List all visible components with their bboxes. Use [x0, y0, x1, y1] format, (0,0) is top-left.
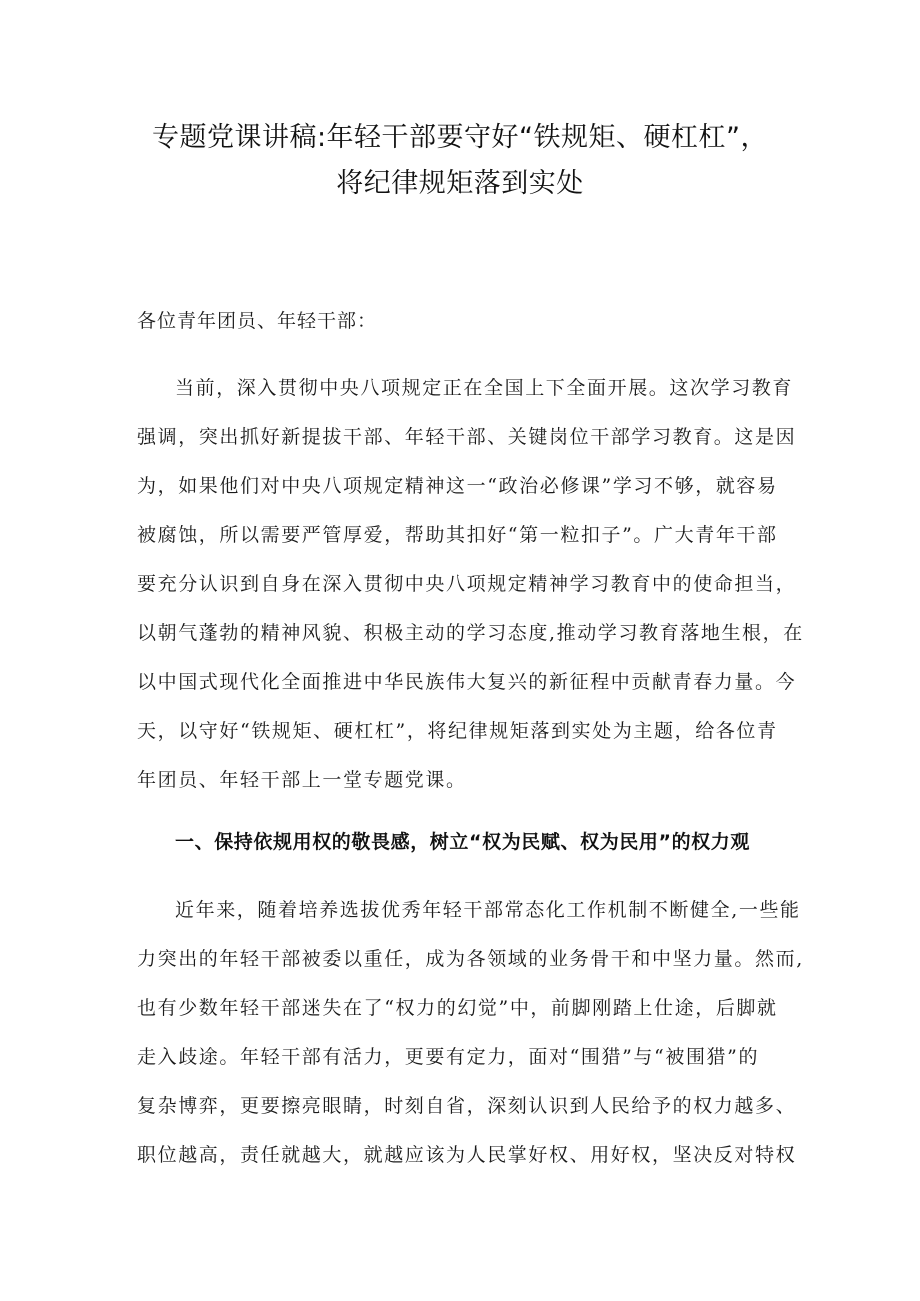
- paragraph-line: 近年来，随着培养选拔优秀年轻干部常态化工作机制不断健全,一些能: [175, 899, 801, 921]
- paragraph-line: 要充分认识到自身在深入贯彻中央八项规定精神学习教育中的使命担当，: [137, 573, 797, 595]
- paragraph-line: 为，如果他们对中央八项规定精神这一“政治必修课”学习不够，就容易: [137, 475, 778, 497]
- paragraph-line: 力突出的年轻干部被委以重任，成为各领域的业务骨干和中坚力量。然而,: [137, 948, 804, 970]
- paragraph-1: [137, 373, 804, 814]
- paragraph-line: 也有少数年轻干部迷失在了“权力的幻觉”中，前脚刚踏上仕途，后脚就: [137, 997, 778, 1019]
- paragraph-line: 强调，突出抓好新提拔干部、年轻干部、关键岗位干部学习教育。这是因: [137, 426, 797, 448]
- paragraph-2: [137, 895, 804, 1189]
- paragraph-line: 天，以守好“铁规矩、硬杠杠”，将纪律规矩落到实处为主题，给各位青: [137, 720, 778, 742]
- document-title-line-1: 专题党课讲稿:年轻干部要守好“铁规矩、硬杠杠”，: [151, 122, 769, 153]
- paragraph-line: 以中国式现代化全面推进中华民族伟大复兴的新征程中贡献青春力量。今: [137, 671, 797, 693]
- document-title-line-2: 将纪律规矩落到实处: [336, 168, 584, 199]
- paragraph-line: 被腐蚀，所以需要严管厚爱，帮助其扣好“第一粒扣子”。广大青年干部: [137, 524, 778, 546]
- paragraph-line: 走入歧途。年轻干部有活力，更要有定力，面对“围猎”与“被围猎”的: [137, 1046, 760, 1068]
- section-heading: 一、保持依规用权的敬畏感，树立“权为民赋、权为民用”的权力观: [175, 831, 750, 853]
- paragraph-line: 年团员、年轻干部上一堂专题党课。: [137, 769, 467, 791]
- paragraph-line: 当前，深入贯彻中央八项规定正在全国上下全面开展。这次学习教育: [175, 377, 794, 399]
- paragraph-line: 复杂博弈，更要擦亮眼睛，时刻自省，深刻认识到人民给予的权力越多、: [137, 1095, 797, 1117]
- paragraph-line: 以朝气蓬勃的精神风貌、积极主动的学习态度,推动学习教育落地生根，在: [137, 622, 804, 644]
- paragraph-line: 职位越高，责任就越大，就越应该为人民掌好权、用好权，坚决反对特权: [137, 1144, 797, 1166]
- salutation: 各位青年团员、年轻干部：: [137, 310, 378, 332]
